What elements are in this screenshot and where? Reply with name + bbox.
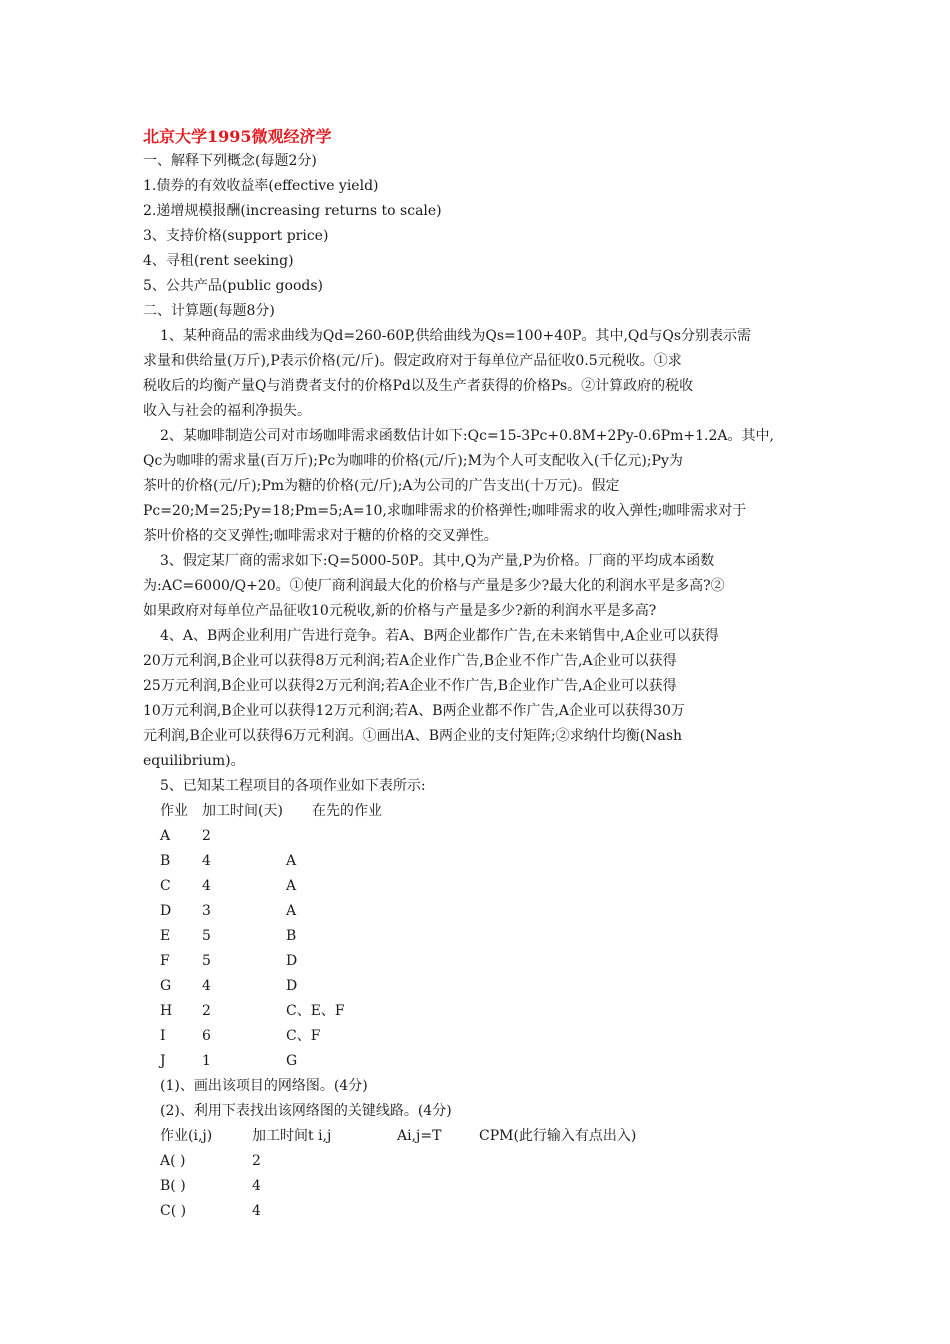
table-row — [143, 1024, 823, 1049]
table-row — [143, 1174, 823, 1199]
question-line: 元利润,B企业可以获得6万元利润。①画出A、B两企业的支付矩阵;②求纳什均衡(Nash — [143, 728, 683, 744]
activity-cell: A( ) — [160, 1153, 186, 1169]
activity-cell: D — [160, 903, 172, 919]
time-cell: 5 — [202, 953, 211, 969]
document-body — [143, 124, 823, 1224]
concept-item: 2.递增规模报酬(increasing returns to scale) — [143, 203, 442, 219]
header-cell: Ai,j=T — [397, 1128, 442, 1144]
question-line: 10万元利润,B企业可以获得12万元利润;若A、B两企业都不作广告,A企业可以获得30万 — [143, 703, 685, 719]
activity-cell: F — [160, 953, 170, 969]
question-5 — [143, 774, 823, 1224]
question-line: Qc为咖啡的需求量(百万斤);Pc为咖啡的价格(元/斤);M为个人可支配收入(千亿元);Py为 — [143, 453, 683, 469]
activity-cell: B( ) — [160, 1178, 186, 1194]
table-row — [143, 874, 823, 899]
activity-cell: A — [160, 828, 171, 844]
section-2-heading: 二、计算题(每题8分) — [143, 303, 275, 319]
time-cell: 4 — [202, 853, 211, 869]
time-cell: 4 — [202, 878, 211, 894]
table-row — [143, 974, 823, 999]
table-row — [143, 899, 823, 924]
question-3 — [143, 549, 823, 624]
cpm-table-header — [143, 1124, 823, 1149]
time-cell: 2 — [252, 1153, 261, 1169]
concept-item: 5、公共产品(public goods) — [143, 278, 323, 294]
header-cell: 作业(i,j) — [160, 1128, 213, 1144]
question-2 — [143, 424, 823, 549]
header-cell: CPM(此行输入有点出入) — [479, 1128, 637, 1144]
section-1-heading: 一、解释下列概念(每题2分) — [143, 153, 317, 169]
header-cell: 加工时间t i,j — [252, 1128, 332, 1144]
question-line: 25万元利润,B企业可以获得2万元利润;若A企业不作广告,B企业作广告,A企业可以获得 — [143, 678, 677, 694]
time-cell: 4 — [252, 1178, 261, 1194]
time-cell: 4 — [202, 978, 211, 994]
activity-cell: I — [160, 1028, 166, 1044]
question-line: 20万元利润,B企业可以获得8万元利润;若A企业作广告,B企业不作广告,A企业可以获得 — [143, 653, 677, 669]
time-cell: 3 — [202, 903, 211, 919]
predecessor-cell: C、F — [286, 1028, 321, 1044]
sub-question-2: (2)、利用下表找出该网络图的关键线路。(4分) — [160, 1103, 452, 1119]
activity-cell: H — [160, 1003, 173, 1019]
table-row — [143, 949, 823, 974]
predecessor-cell: B — [286, 928, 297, 944]
table-row — [143, 824, 823, 849]
header-cell: 作业 — [160, 803, 188, 819]
activity-cell: E — [160, 928, 171, 944]
question-line: equilibrium)。 — [143, 753, 245, 769]
header-cell: 加工时间(天) — [202, 803, 283, 819]
question-1 — [143, 324, 823, 424]
activity-cell: C — [160, 878, 171, 894]
header-cell: 在先的作业 — [312, 803, 382, 819]
table-row — [143, 849, 823, 874]
activity-cell: J — [160, 1053, 166, 1069]
table-row — [143, 924, 823, 949]
activity-cell: B — [160, 853, 171, 869]
time-cell: 4 — [252, 1203, 261, 1219]
concept-item: 3、支持价格(support price) — [143, 228, 329, 244]
activity-cell: G — [160, 978, 172, 994]
question-line: 求量和供给量(万斤),P表示价格(元/斤)。假定政府对于每单位产品征收0.5元税收。①求 — [143, 353, 682, 369]
predecessor-cell: A — [286, 878, 297, 894]
time-cell: 1 — [202, 1053, 211, 1069]
predecessor-cell: D — [286, 953, 298, 969]
activity-cell: C( ) — [160, 1203, 187, 1219]
activity-table-header — [143, 799, 823, 824]
time-cell: 2 — [202, 828, 211, 844]
table-row — [143, 1049, 823, 1074]
question-4 — [143, 624, 823, 774]
question-line: 茶叶价格的交叉弹性;咖啡需求对于糖的价格的交叉弹性。 — [143, 528, 498, 544]
question-line: 2、某咖啡制造公司对市场咖啡需求函数估计如下:Qc=15-3Pc+0.8M+2Py-0.6Pm+1.2A。其中, — [160, 428, 774, 444]
sub-question-1: (1)、画出该项目的网络图。(4分) — [160, 1078, 368, 1094]
predecessor-cell: C、E、F — [286, 1003, 345, 1019]
question-line: 3、假定某厂商的需求如下:Q=5000-50P。其中,Q为产量,P为价格。厂商的平均成本函数 — [160, 553, 715, 569]
question-line: Pc=20;M=25;Py=18;Pm=5;A=10,求咖啡需求的价格弹性;咖啡需求的收入弹性;咖啡需求对于 — [143, 503, 747, 519]
concept-item: 1.债券的有效收益率(effective yield) — [143, 178, 379, 194]
time-cell: 2 — [202, 1003, 211, 1019]
time-cell: 5 — [202, 928, 211, 944]
predecessor-cell: A — [286, 903, 297, 919]
predecessor-cell: G — [286, 1053, 298, 1069]
question-line: 茶叶的价格(元/斤);Pm为糖的价格(元/斤);A为公司的广告支出(十万元)。假定 — [143, 478, 620, 494]
question-line: 如果政府对每单位产品征收10元税收,新的价格与产量是多少?新的利润水平是多高? — [143, 603, 657, 619]
concept-item: 4、寻租(rent seeking) — [143, 253, 294, 269]
time-cell: 6 — [202, 1028, 211, 1044]
table-row — [143, 999, 823, 1024]
question-line: 5、已知某工程项目的各项作业如下表所示: — [160, 778, 426, 794]
question-line: 为:AC=6000/Q+20。①使厂商利润最大化的价格与产量是多少?最大化的利润水平是多高?② — [143, 578, 725, 594]
question-line: 1、某种商品的需求曲线为Qd=260-60P,供给曲线为Qs=100+40P。其中,Qd与Qs分别表示需 — [160, 328, 752, 344]
predecessor-cell: D — [286, 978, 298, 994]
question-line: 税收后的均衡产量Q与消费者支付的价格Pd以及生产者获得的价格Ps。②计算政府的税收 — [143, 378, 694, 394]
table-row — [143, 1149, 823, 1174]
table-row — [143, 1199, 823, 1224]
page-title: 北京大学1995微观经济学 — [143, 127, 332, 146]
question-line: 4、A、B两企业利用广告进行竞争。若A、B两企业都作广告,在未来销售中,A企业可以获得 — [160, 628, 719, 644]
predecessor-cell: A — [286, 853, 297, 869]
question-line: 收入与社会的福利净损失。 — [143, 403, 311, 419]
